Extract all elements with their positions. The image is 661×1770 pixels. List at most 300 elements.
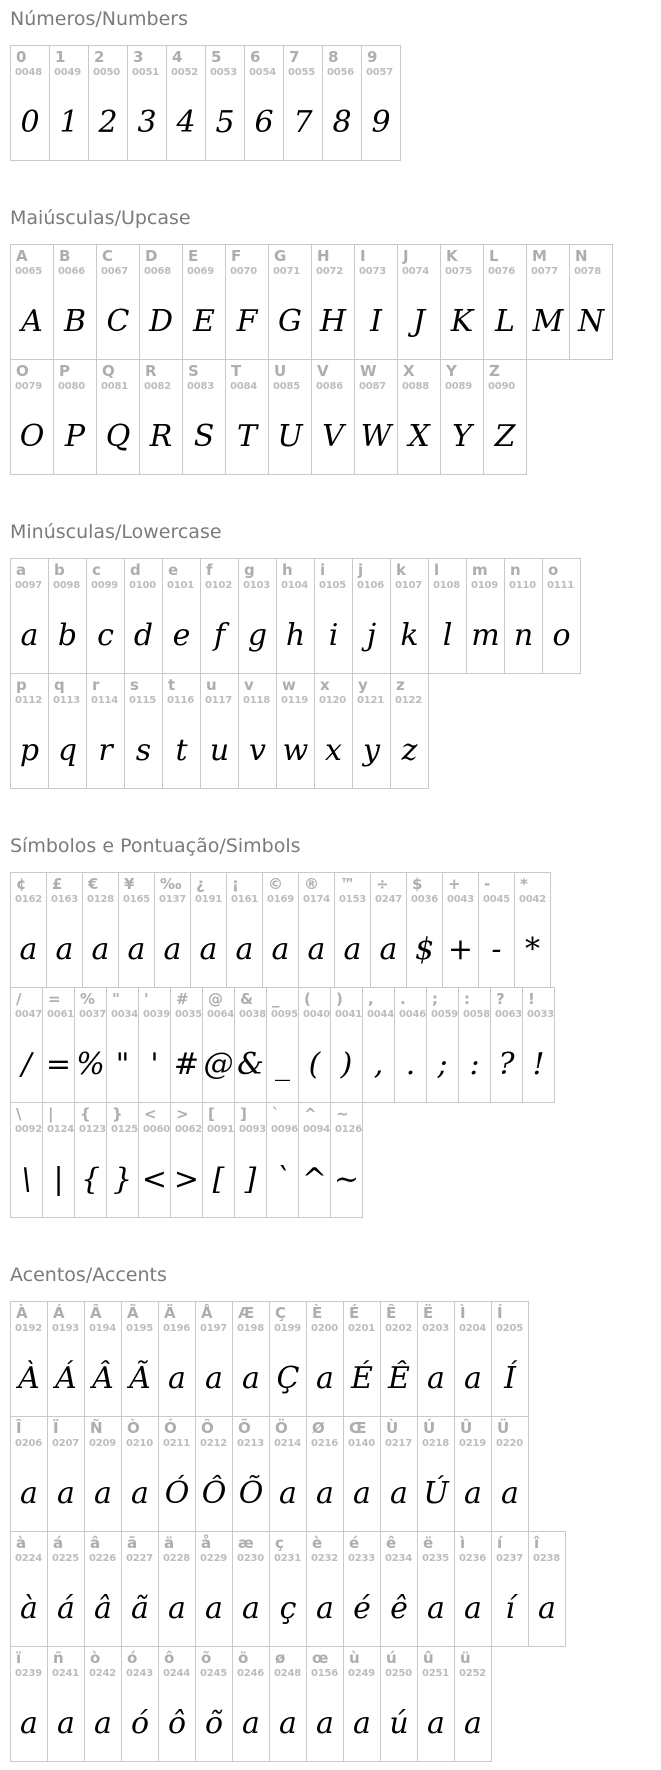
glyph-cell — [343, 1416, 381, 1532]
cell-font-glyph: Â — [92, 1361, 114, 1396]
glyph-cell — [490, 987, 523, 1103]
cell-font-glyph: 0 — [20, 105, 40, 140]
cell-unicode-code: 0247 — [375, 894, 403, 905]
glyph-cell — [232, 1531, 270, 1647]
cell-reference-char: H — [317, 247, 330, 265]
cell-reference-char: ä — [164, 1534, 175, 1552]
cell-font-glyph: & — [237, 1047, 264, 1082]
cell-unicode-code: 0039 — [143, 1009, 171, 1020]
cell-reference-char: F — [231, 247, 242, 265]
glyph-cell — [314, 558, 353, 674]
cell-reference-char: Å — [201, 1304, 213, 1322]
cell-font-glyph: M — [532, 304, 564, 339]
cell-unicode-code: 0232 — [311, 1553, 339, 1564]
cell-font-glyph: À — [18, 1361, 40, 1396]
cell-reference-char: è — [312, 1534, 323, 1552]
cell-reference-char: ô — [164, 1649, 175, 1667]
cell-reference-char: d — [130, 561, 141, 579]
cell-reference-char: { — [80, 1105, 91, 1123]
cell-unicode-code: 0097 — [15, 580, 43, 591]
cell-font-glyph: Ô — [201, 1476, 227, 1511]
cell-unicode-code: 0228 — [163, 1553, 191, 1564]
cell-reference-char: À — [16, 1304, 28, 1322]
glyph-cell — [417, 1531, 455, 1647]
cell-font-glyph: F — [236, 304, 258, 339]
glyph-cell — [361, 45, 401, 161]
glyph-cell — [380, 1531, 418, 1647]
glyph-cell — [298, 1102, 331, 1218]
cell-font-glyph: + — [447, 932, 474, 967]
glyph-cell — [454, 1301, 492, 1417]
cell-unicode-code: 0091 — [207, 1124, 235, 1135]
cell-reference-char: ì — [460, 1534, 466, 1552]
cell-font-glyph: * — [525, 932, 540, 967]
cell-reference-char: Â — [90, 1304, 102, 1322]
cell-reference-char: Æ — [238, 1304, 255, 1322]
cell-unicode-code: 0051 — [132, 67, 160, 78]
cell-font-glyph: : — [469, 1047, 480, 1082]
glyph-cell — [458, 987, 491, 1103]
cell-font-glyph: Ç — [276, 1361, 300, 1396]
cell-font-glyph: J — [412, 304, 426, 339]
cell-unicode-code: 0063 — [495, 1009, 523, 1020]
cell-font-glyph: b — [57, 618, 78, 653]
glyph-cell — [195, 1301, 233, 1417]
glyph-cell — [238, 558, 277, 674]
cell-reference-char: Ö — [275, 1419, 288, 1437]
cell-font-glyph: j — [366, 618, 377, 653]
glyph-cell — [49, 45, 89, 161]
cell-reference-char: p — [16, 676, 27, 694]
cell-font-glyph: ( — [308, 1047, 321, 1082]
cell-font-glyph: t — [175, 733, 188, 768]
font-section — [10, 8, 661, 161]
cell-unicode-code: 0034 — [111, 1009, 139, 1020]
cell-font-glyph: / — [21, 1047, 32, 1082]
cell-font-glyph: p — [19, 733, 40, 768]
cell-unicode-code: 0042 — [519, 894, 547, 905]
glyph-cell — [200, 673, 239, 789]
cell-unicode-code: 0122 — [395, 695, 423, 706]
cell-reference-char: Ù — [386, 1419, 399, 1437]
cell-font-glyph: l — [442, 618, 453, 653]
glyph-cell — [195, 1531, 233, 1647]
cell-unicode-code: 0108 — [433, 580, 461, 591]
glyph-cell — [442, 872, 479, 988]
cell-reference-char: ‰ — [160, 875, 182, 893]
cell-reference-char: ó — [127, 1649, 138, 1667]
cell-reference-char: > — [176, 1105, 189, 1123]
glyph-cell — [362, 987, 395, 1103]
cell-unicode-code: 0102 — [205, 580, 233, 591]
cell-font-glyph: ] — [244, 1162, 257, 1197]
cell-reference-char: g — [244, 561, 255, 579]
cell-font-glyph: X — [408, 419, 430, 454]
glyph-cell — [154, 872, 191, 988]
cell-font-glyph: a — [205, 1591, 223, 1626]
cell-unicode-code: 0125 — [111, 1124, 139, 1135]
cell-unicode-code: 0198 — [237, 1323, 265, 1334]
cell-reference-char: W — [360, 362, 377, 380]
font-section — [10, 521, 661, 789]
cell-reference-char: Á — [53, 1304, 65, 1322]
cell-reference-char: V — [317, 362, 329, 380]
cell-font-glyph: ~ — [333, 1162, 360, 1197]
cell-font-glyph: r — [98, 733, 113, 768]
cell-reference-char: t — [168, 676, 176, 694]
glyph-cell — [190, 872, 227, 988]
cell-unicode-code: 0065 — [15, 266, 43, 277]
glyph-cell — [266, 1102, 299, 1218]
cell-unicode-code: 0092 — [15, 1124, 43, 1135]
cell-reference-char: U — [274, 362, 287, 380]
cell-unicode-code: 0163 — [51, 894, 79, 905]
cell-unicode-code: 0109 — [471, 580, 499, 591]
cell-font-glyph: I — [370, 304, 382, 339]
cell-unicode-code: 0214 — [274, 1438, 302, 1449]
glyph-cell — [483, 244, 527, 360]
cell-font-glyph: = — [45, 1047, 72, 1082]
cell-reference-char: % — [80, 990, 96, 1008]
cell-reference-char: < — [144, 1105, 157, 1123]
glyph-row — [10, 558, 661, 674]
cell-unicode-code: 0237 — [496, 1553, 524, 1564]
cell-reference-char: D — [145, 247, 158, 265]
glyph-cell — [121, 1646, 159, 1762]
cell-reference-char: ê — [386, 1534, 397, 1552]
glyph-cell — [440, 359, 484, 475]
cell-font-glyph: ` — [275, 1162, 290, 1197]
glyph-cell — [124, 558, 163, 674]
cell-reference-char: ë — [423, 1534, 434, 1552]
cell-unicode-code: 0212 — [200, 1438, 228, 1449]
cell-font-glyph: a — [20, 1706, 38, 1741]
cell-unicode-code: 0246 — [237, 1668, 265, 1679]
cell-font-glyph: B — [63, 304, 87, 339]
glyph-cell — [10, 673, 49, 789]
glyph-cell — [48, 558, 87, 674]
cell-reference-char: B — [59, 247, 71, 265]
glyph-cell — [269, 1301, 307, 1417]
glyph-cell — [226, 872, 263, 988]
cell-font-glyph: # — [173, 1047, 200, 1082]
cell-font-glyph: $ — [414, 932, 435, 967]
cell-unicode-code: 0082 — [144, 381, 172, 392]
cell-reference-char: # — [176, 990, 189, 1008]
cell-unicode-code: 0245 — [200, 1668, 228, 1679]
section-title: Acentos/Accents — [10, 1264, 167, 1286]
cell-font-glyph: a — [131, 1476, 149, 1511]
cell-unicode-code: 0077 — [531, 266, 559, 277]
cell-font-glyph: a — [94, 1706, 112, 1741]
cell-unicode-code: 0140 — [348, 1438, 376, 1449]
cell-reference-char: € — [88, 875, 99, 893]
cell-unicode-code: 0205 — [496, 1323, 524, 1334]
glyph-cell — [262, 872, 299, 988]
cell-unicode-code: 0080 — [58, 381, 86, 392]
cell-reference-char: ñ — [53, 1649, 64, 1667]
cell-unicode-code: 0119 — [281, 695, 309, 706]
glyph-cell — [121, 1301, 159, 1417]
cell-font-glyph: a — [168, 1361, 186, 1396]
cell-reference-char: ¢ — [16, 875, 27, 893]
cell-reference-char: ò — [90, 1649, 101, 1667]
glyph-cell — [491, 1416, 529, 1532]
glyph-cell — [202, 1102, 235, 1218]
cell-unicode-code: 0095 — [271, 1009, 299, 1020]
cell-reference-char: K — [446, 247, 458, 265]
cell-unicode-code: 0056 — [327, 67, 355, 78]
cell-unicode-code: 0137 — [159, 894, 187, 905]
glyph-cell — [48, 673, 87, 789]
cell-reference-char: £ — [52, 875, 63, 893]
cell-font-glyph: a — [379, 932, 398, 967]
cell-reference-char: 2 — [94, 48, 105, 66]
glyph-cell — [298, 872, 335, 988]
cell-font-glyph: a — [199, 932, 218, 967]
cell-font-glyph: Ú — [423, 1476, 449, 1511]
cell-reference-char: = — [48, 990, 61, 1008]
cell-reference-char: I — [360, 247, 366, 265]
glyph-cell — [269, 1531, 307, 1647]
cell-unicode-code: 0220 — [496, 1438, 524, 1449]
cell-reference-char: \ — [16, 1105, 22, 1123]
cell-reference-char: P — [59, 362, 70, 380]
cell-reference-char: m — [472, 561, 488, 579]
glyph-cell — [454, 1416, 492, 1532]
glyph-cell — [526, 244, 570, 360]
cell-font-glyph: x — [325, 733, 342, 768]
cell-reference-char: x — [320, 676, 330, 694]
cell-font-glyph: a — [464, 1706, 482, 1741]
glyph-row — [10, 1416, 661, 1532]
glyph-cell — [478, 872, 515, 988]
cell-unicode-code: 0073 — [359, 266, 387, 277]
cell-unicode-code: 0216 — [311, 1438, 339, 1449]
cell-reference-char: í — [497, 1534, 503, 1552]
cell-unicode-code: 0174 — [303, 894, 331, 905]
cell-reference-char: Ï — [53, 1419, 59, 1437]
cell-reference-char: O — [16, 362, 29, 380]
cell-font-glyph: R — [149, 419, 173, 454]
cell-unicode-code: 0059 — [431, 1009, 459, 1020]
cell-font-glyph: à — [20, 1591, 38, 1626]
cell-unicode-code: 0211 — [163, 1438, 191, 1449]
glyph-cell — [121, 1416, 159, 1532]
cell-reference-char: . — [400, 990, 406, 1008]
cell-unicode-code: 0229 — [200, 1553, 228, 1564]
cell-font-glyph: 3 — [137, 105, 157, 140]
cell-reference-char: + — [448, 875, 461, 893]
cell-reference-char: 0 — [16, 48, 27, 66]
glyph-row — [10, 359, 661, 475]
cell-font-glyph: a — [307, 932, 326, 967]
cell-unicode-code: 0234 — [385, 1553, 413, 1564]
cell-unicode-code: 0243 — [126, 1668, 154, 1679]
glyph-cell — [106, 987, 139, 1103]
cell-font-glyph: a — [163, 932, 182, 967]
cell-unicode-code: 0209 — [89, 1438, 117, 1449]
cell-font-glyph: a — [242, 1591, 260, 1626]
cell-reference-char: s — [130, 676, 139, 694]
cell-reference-char: l — [434, 561, 440, 579]
cell-reference-char: å — [201, 1534, 212, 1552]
glyph-row — [10, 1646, 661, 1762]
glyph-cell — [380, 1646, 418, 1762]
glyph-row — [10, 1301, 661, 1417]
cell-font-glyph: E — [193, 304, 215, 339]
cell-unicode-code: 0087 — [359, 381, 387, 392]
cell-font-glyph: K — [450, 304, 474, 339]
glyph-cell — [528, 1531, 566, 1647]
cell-font-glyph: 5 — [215, 105, 235, 140]
glyph-cell — [266, 987, 299, 1103]
glyph-cell — [504, 558, 543, 674]
cell-font-glyph: O — [19, 419, 45, 454]
cell-unicode-code: 0044 — [367, 1009, 395, 1020]
glyph-cell — [88, 45, 128, 161]
cell-unicode-code: 0165 — [123, 894, 151, 905]
cell-unicode-code: 0089 — [445, 381, 473, 392]
cell-reference-char: Û — [460, 1419, 473, 1437]
cell-reference-char: J — [403, 247, 409, 265]
cell-font-glyph: a — [390, 1476, 408, 1511]
cell-font-glyph: 7 — [293, 105, 313, 140]
cell-font-glyph: m — [471, 618, 500, 653]
glyph-cell — [53, 359, 97, 475]
cell-font-glyph: ú — [389, 1706, 409, 1741]
cell-font-glyph: d — [133, 618, 154, 653]
cell-reference-char: ® — [304, 875, 319, 893]
glyph-cell — [96, 359, 140, 475]
glyph-cell — [343, 1301, 381, 1417]
cell-reference-char: n — [510, 561, 521, 579]
cell-font-glyph: y — [363, 733, 380, 768]
cell-reference-char: Y — [446, 362, 457, 380]
glyph-cell — [380, 1301, 418, 1417]
cell-font-glyph: k — [400, 618, 419, 653]
cell-reference-char: ö — [238, 1649, 249, 1667]
cell-unicode-code: 0100 — [129, 580, 157, 591]
glyph-row — [10, 45, 661, 161]
cell-unicode-code: 0046 — [399, 1009, 427, 1020]
cell-font-glyph: a — [91, 932, 110, 967]
cell-reference-char: _ — [272, 990, 280, 1008]
glyph-cell — [244, 45, 284, 161]
cell-reference-char: Ô — [201, 1419, 214, 1437]
cell-reference-char: ¿ — [196, 875, 205, 893]
glyph-cell — [158, 1531, 196, 1647]
glyph-cell — [417, 1301, 455, 1417]
glyph-cell — [397, 244, 441, 360]
section-title: Minúsculas/Lowercase — [10, 521, 222, 543]
cell-reference-char: * — [520, 875, 528, 893]
glyph-cell — [283, 45, 323, 161]
cell-font-glyph: a — [343, 932, 362, 967]
cell-unicode-code: 0078 — [574, 266, 602, 277]
glyph-row — [10, 1531, 661, 1647]
glyph-row — [10, 872, 661, 988]
cell-unicode-code: 0235 — [422, 1553, 450, 1564]
cell-unicode-code: 0123 — [79, 1124, 107, 1135]
glyph-cell — [522, 987, 555, 1103]
glyph-cell — [428, 558, 467, 674]
cell-unicode-code: 0088 — [402, 381, 430, 392]
glyph-cell — [269, 1646, 307, 1762]
cell-reference-char: Ê — [386, 1304, 397, 1322]
cell-reference-char: ¥ — [124, 875, 135, 893]
glyph-cell — [170, 1102, 203, 1218]
cell-reference-char: [ — [208, 1105, 215, 1123]
cell-reference-char: â — [90, 1534, 101, 1552]
glyph-cell — [195, 1646, 233, 1762]
cell-unicode-code: 0061 — [47, 1009, 75, 1020]
glyph-cell — [417, 1416, 455, 1532]
cell-font-glyph: f — [213, 618, 226, 653]
glyph-cell — [10, 558, 49, 674]
glyph-cell — [74, 987, 107, 1103]
cell-unicode-code: 0050 — [93, 67, 121, 78]
cell-reference-char: C — [102, 247, 114, 265]
cell-reference-char: ] — [240, 1105, 247, 1123]
cell-font-glyph: a — [501, 1476, 519, 1511]
cell-unicode-code: 0210 — [126, 1438, 154, 1449]
cell-reference-char: ù — [349, 1649, 360, 1667]
cell-font-glyph: 1 — [59, 105, 79, 140]
cell-unicode-code: 0060 — [143, 1124, 171, 1135]
cell-font-glyph: Á — [55, 1361, 77, 1396]
glyph-cell — [205, 45, 245, 161]
cell-unicode-code: 0218 — [422, 1438, 450, 1449]
cell-reference-char: ( — [304, 990, 311, 1008]
cell-font-glyph: 8 — [332, 105, 352, 140]
cell-font-glyph: a — [427, 1361, 445, 1396]
glyph-cell — [82, 872, 119, 988]
cell-unicode-code: 0192 — [15, 1323, 43, 1334]
cell-reference-char: j — [358, 561, 364, 579]
glyph-cell — [268, 359, 312, 475]
glyph-cell — [569, 244, 613, 360]
cell-font-glyph: i — [328, 618, 339, 653]
cell-reference-char: z — [396, 676, 405, 694]
cell-unicode-code: 0244 — [163, 1668, 191, 1679]
cell-font-glyph: > — [173, 1162, 200, 1197]
cell-font-glyph: Y — [452, 419, 472, 454]
glyph-cell — [118, 872, 155, 988]
cell-reference-char: } — [112, 1105, 123, 1123]
cell-reference-char: a — [16, 561, 27, 579]
cell-reference-char: 1 — [55, 48, 66, 66]
cell-font-glyph: u — [209, 733, 230, 768]
cell-reference-char: Z — [489, 362, 500, 380]
cell-unicode-code: 0079 — [15, 381, 43, 392]
cell-font-glyph: É — [351, 1361, 373, 1396]
glyph-cell — [454, 1646, 492, 1762]
cell-font-glyph: a — [57, 1706, 75, 1741]
cell-reference-char: Ü — [497, 1419, 510, 1437]
cell-font-glyph: a — [427, 1591, 445, 1626]
glyph-cell — [234, 987, 267, 1103]
cell-font-glyph: c — [97, 618, 114, 653]
cell-font-glyph: , — [373, 1047, 384, 1082]
cell-font-glyph: w — [282, 733, 309, 768]
glyph-cell — [298, 987, 331, 1103]
cell-reference-char: f — [206, 561, 213, 579]
glyph-cell — [370, 872, 407, 988]
glyph-cell — [276, 673, 315, 789]
cell-reference-char: Ú — [423, 1419, 436, 1437]
glyph-cell — [10, 45, 50, 161]
